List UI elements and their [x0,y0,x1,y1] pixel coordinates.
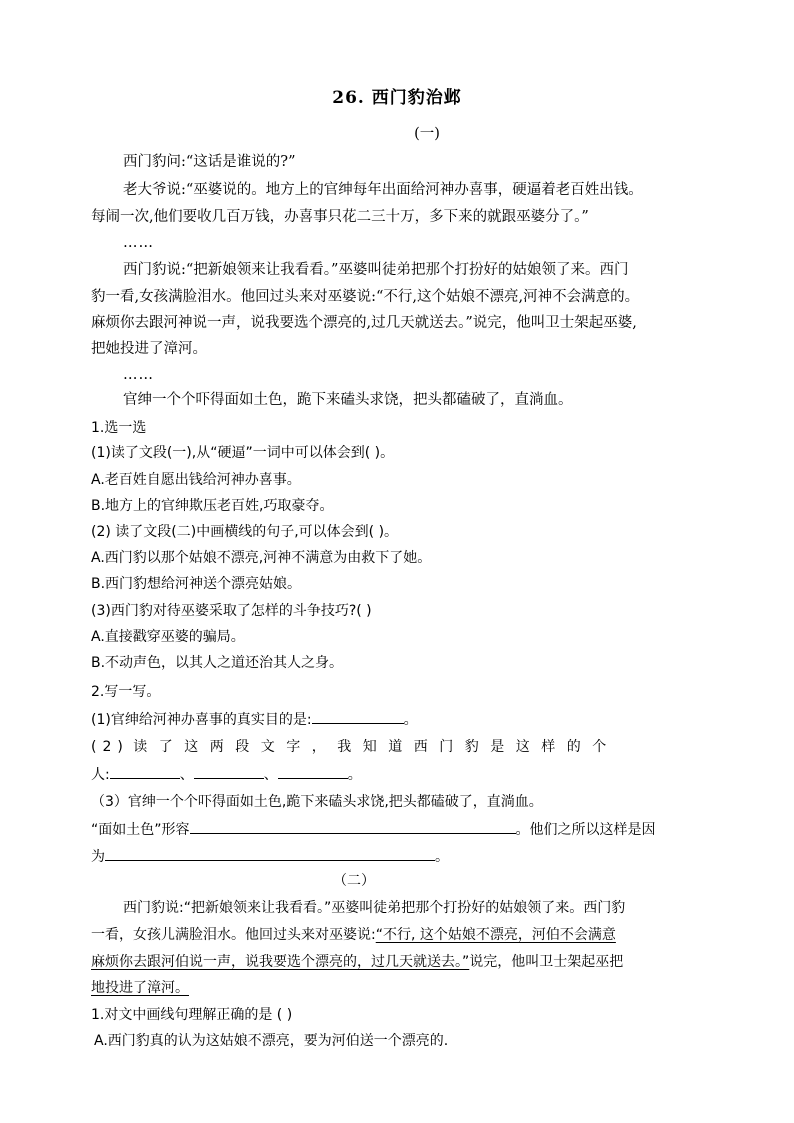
question-number: (2) [91,739,129,755]
paragraph-line: 麻烦你去跟河神说一声，说我要选个漂亮的,过几天就送去。”说完，他叫卫士架起巫婆, [91,315,637,331]
question-item [91,737,618,757]
question-heading: 2.写一写。 [91,684,161,700]
answer-blank[interactable] [105,846,435,861]
question-item: (1)读了文段(一),从“硬逼”一词中可以体会到( )。 [91,445,395,461]
question-item [91,846,449,867]
question-item: （3）官绅一个个吓得面如土色,跪下来磕头求饶,把头都磕破了，直淌血。 [91,794,543,810]
question-item [91,709,418,730]
answer-option: B.西门豹想给河神送个漂亮姑娘。 [91,576,302,592]
answer-blank[interactable] [194,764,264,779]
underlined-sentence: 地投进了漳河。 [91,980,189,996]
paragraph-line [91,925,616,945]
section-label-2: （二） [333,873,375,889]
question-item: 1.对文中画线句理解正确的是 ( ) [91,1007,293,1023]
ellipsis: …… [123,235,154,251]
paragraph-line: 老大爷说:“巫婆说的。地方上的官绅每年出面给河神办喜事，硬逼着老百姓出钱。 [123,182,643,198]
page-title: 26. 西门豹治邺 [332,88,462,108]
question-text: 读了这两段文字，我知道西门豹是这样的个 [133,739,618,755]
section-label-1: (一) [414,126,440,142]
question-text: 为 [91,849,105,865]
paragraph-line: 西门豹说:“把新娘领来让我看看。”巫婆叫徒弟把那个打扮好的姑娘领了来。西门豹 [123,900,626,916]
paragraph-line [91,978,189,998]
paragraph-line: 西门豹说:“把新娘领来让我看看。”巫婆叫徒弟把那个打扮好的姑娘领了来。西门 [123,262,629,278]
paragraph-line: 每闹一次,他们要收几百万钱，办喜事只花二三十万，多下来的就跟巫婆分了。” [91,209,589,225]
paragraph-line: 豹一看,女孩满脸泪水。他回过头来对巫婆说:“不行,这个姑娘不漂亮,河神不会满意的。 [91,289,640,305]
question-text: 人: [91,767,110,783]
punctuation: 、 [179,767,194,783]
answer-blank[interactable] [312,709,404,724]
question-item: (3)西门豹对待巫婆采取了怎样的斗争技巧?( ) [91,603,372,619]
paragraph-line: 西门豹问:“这话是谁说的?” [123,154,296,170]
plain-text: 说完，他叫卫士架起巫把 [469,954,624,970]
answer-option: B.地方上的官绅欺压老百姓,巧取豪夺。 [91,498,334,514]
question-text: 。他们之所以这样是因 [515,822,656,838]
plain-text: 一看，女孩儿满脸泪水。他回过头来对巫婆说: [91,927,376,943]
question-text: (1)官绅给河神办喜事的真实目的是: [91,712,312,728]
question-item [91,764,362,785]
question-heading: 1.选一选 [91,420,147,436]
punctuation: 。 [403,712,418,728]
answer-blank[interactable] [278,764,348,779]
paragraph-line: 官绅一个个吓得面如土色，跪下来磕头求饶，把头都磕破了，直淌血。 [123,392,573,408]
answer-option: A.老百姓自愿出钱给河神办喜事。 [91,472,301,488]
answer-option: A.西门豹真的认为这姑娘不漂亮，要为河伯送一个漂亮的. [94,1033,449,1049]
answer-blank[interactable] [190,819,516,834]
answer-option: A.直接戳穿巫婆的骗局。 [91,629,245,645]
answer-option: A.西门豹以那个姑娘不漂亮,河神不满意为由救下了她。 [91,550,432,566]
question-item: (2) 读了文段(二)中画横线的句子,可以体会到( )。 [91,524,399,540]
underlined-sentence: 麻烦你去跟河伯说一声，说我要选个漂亮的，过几天就送去。” [91,954,470,970]
question-text: “面如土色”形容 [91,822,190,838]
paragraph-line [91,952,623,972]
punctuation: 。 [435,849,449,865]
paragraph-line: 把她投进了漳河。 [91,341,207,357]
answer-option: B.不动声色，以其人之道还治其人之身。 [91,655,344,671]
punctuation: 。 [347,767,362,783]
underlined-sentence: “不行, 这个姑娘不漂亮，河伯不会满意 [375,927,616,943]
punctuation: 、 [263,767,278,783]
ellipsis: …… [123,367,154,383]
answer-blank[interactable] [110,764,180,779]
question-item [91,819,656,840]
